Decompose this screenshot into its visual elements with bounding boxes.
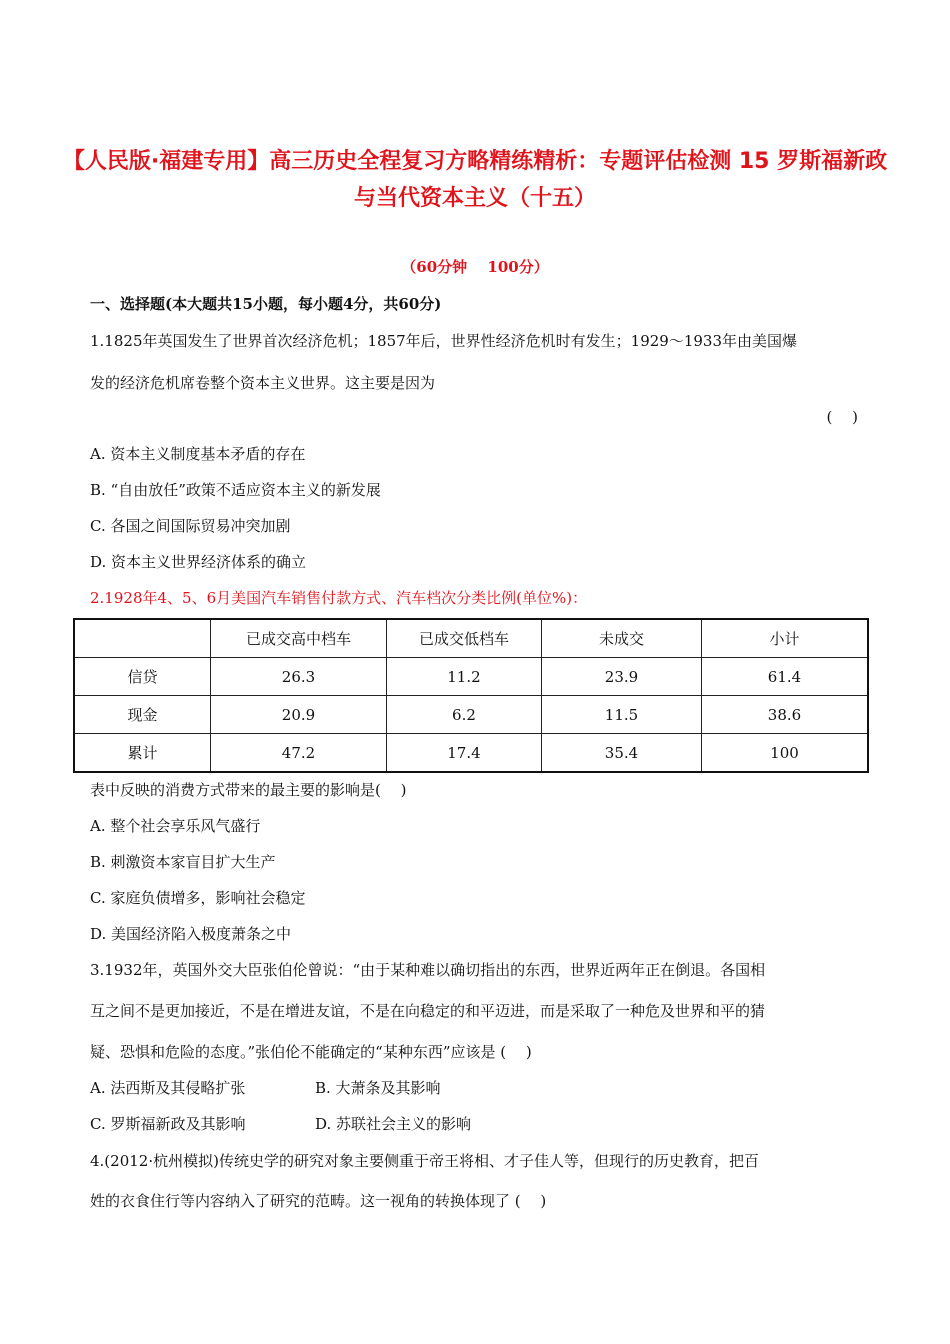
- table-cell: 47.2: [211, 734, 387, 773]
- table-cell: 11.2: [386, 658, 541, 696]
- table-header-cell: [74, 619, 211, 658]
- q3-option-d: D. 苏联社会主义的影响: [315, 1115, 472, 1133]
- table-row: [74, 734, 868, 773]
- table-cell: 累计: [74, 734, 211, 773]
- q3-stem-line-1: 3.1932年，英国外交大臣张伯伦曾说：“由于某种难以确切指出的东西，世界近两年正在倒退。各国相: [90, 961, 766, 979]
- table-cell: 现金: [74, 696, 211, 734]
- q3-options-ab: [90, 1077, 441, 1098]
- table-cell: 38.6: [702, 696, 869, 734]
- table-cell: 6.2: [386, 696, 541, 734]
- q4-stem-line-1: 4.(2012·杭州模拟)传统史学的研究对象主要侧重于帝王将相、才子佳人等，但现行的历史教育，把百: [90, 1152, 759, 1170]
- time-score: （60分钟 100分）: [401, 258, 549, 276]
- q3-stem-line-2: 互之间不是更加接近，不是在增进友谊，不是在向稳定的和平迈进，而是采取了一种危及世界和平的猜: [90, 1002, 766, 1020]
- table-cell: 35.4: [541, 734, 701, 773]
- q1-option-c: C. 各国之间国际贸易冲突加剧: [90, 517, 291, 535]
- q2-option-c: C. 家庭负债增多，影响社会稳定: [90, 889, 306, 907]
- q1-stem-line-1: 1.1825年英国发生了世界首次经济危机；1857年后，世界性经济危机时有发生；1929～1933年由美国爆: [90, 332, 798, 350]
- q2-option-a: A. 整个社会享乐风气盛行: [90, 817, 261, 835]
- table-cell: 信贷: [74, 658, 211, 696]
- table-row: [74, 696, 868, 734]
- table-header-cell: 已成交低档车: [386, 619, 541, 658]
- q1-option-a: A. 资本主义制度基本矛盾的存在: [90, 445, 306, 463]
- table-header-row: [74, 619, 868, 658]
- table-cell: 61.4: [702, 658, 869, 696]
- q3-stem-line-3: 疑、恐惧和危险的态度。”张伯伦不能确定的“某种东西”应该是 ( ): [90, 1043, 532, 1061]
- table-row: [74, 658, 868, 696]
- q3-options-cd: [90, 1113, 472, 1134]
- q3-option-a: A. 法西斯及其侵略扩张: [90, 1079, 246, 1097]
- table-header-cell: 小计: [702, 619, 869, 658]
- q2-question: 表中反映的消费方式带来的最主要的影响是( ): [90, 781, 407, 799]
- document-title: 【人民版·福建专用】高三历史全程复习方略精练精析：专题评估检测 15 罗斯福新政与当代资本主义（十五）: [62, 149, 888, 211]
- q1-option-b: B. “自由放任”政策不适应资本主义的新发展: [90, 481, 381, 499]
- table-header-cell: 已成交高中档车: [211, 619, 387, 658]
- table-cell: 26.3: [211, 658, 387, 696]
- table-cell: 17.4: [386, 734, 541, 773]
- q2-stem: 2.1928年4、5、6月美国汽车销售付款方式、汽车档次分类比例(单位%)：: [90, 589, 588, 607]
- q2-option-b: B. 刺激资本家盲目扩大生产: [90, 853, 276, 871]
- section-heading: 一、选择题(本大题共15小题，每小题4分，共60分): [90, 295, 442, 313]
- q1-stem-line-2: 发的经济危机席卷整个资本主义世界。这主要是因为: [90, 374, 436, 392]
- sales-table: [73, 618, 869, 773]
- table-cell: 100: [702, 734, 869, 773]
- q4-stem-line-2: 姓的衣食住行等内容纳入了研究的范畴。这一视角的转换体现了 ( ): [90, 1192, 547, 1210]
- table-cell: 11.5: [541, 696, 701, 734]
- q1-answer-paren: ( ): [826, 408, 858, 426]
- table-cell: 20.9: [211, 696, 387, 734]
- q1-option-d: D. 资本主义世界经济体系的确立: [90, 553, 307, 571]
- table-header-cell: 未成交: [541, 619, 701, 658]
- q3-option-c: C. 罗斯福新政及其影响: [90, 1115, 246, 1133]
- q3-option-b: B. 大萧条及其影响: [315, 1079, 441, 1097]
- q2-option-d: D. 美国经济陷入极度萧条之中: [90, 925, 292, 943]
- table-cell: 23.9: [541, 658, 701, 696]
